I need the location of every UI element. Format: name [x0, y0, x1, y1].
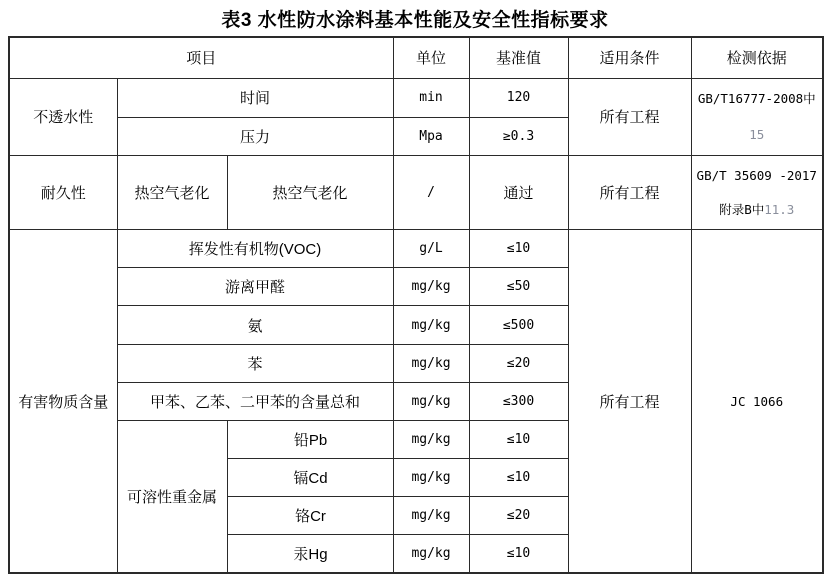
item-name-cell: 镉Cd [227, 459, 393, 497]
item-name-cell: 汞Hg [227, 535, 393, 573]
header-baseline: 基准值 [469, 37, 568, 78]
unit-cell: mg/kg [393, 497, 469, 535]
subcategory-cell: 热空气老化 [117, 155, 227, 229]
baseline-value-cell: ≤300 [469, 382, 568, 420]
baseline-value-cell: ≤20 [469, 344, 568, 382]
basis-line2: 15 [749, 127, 765, 143]
header-unit: 单位 [393, 37, 469, 78]
condition-cell: 所有工程 [568, 230, 691, 573]
table-row [9, 230, 823, 268]
unit-cell: / [393, 155, 469, 229]
item-name-cell: 甲苯、乙苯、二甲苯的含量总和 [117, 382, 393, 420]
baseline-value-cell: ≤50 [469, 268, 568, 306]
baseline-value-cell: ≤10 [469, 459, 568, 497]
baseline-value-cell: ≤20 [469, 497, 568, 535]
unit-cell: mg/kg [393, 268, 469, 306]
basis-line2: 附录B中11.3 [719, 202, 795, 218]
item-name-cell: 游离甲醛 [117, 268, 393, 306]
basis-line1: GB/T 35609 -2017 [696, 167, 817, 183]
item-name-cell: 时间 [117, 78, 393, 117]
baseline-value-cell: ≤10 [469, 420, 568, 458]
item-name-cell: 苯 [117, 344, 393, 382]
item-name-cell: 铬Cr [227, 497, 393, 535]
unit-cell: g/L [393, 230, 469, 268]
unit-cell: min [393, 78, 469, 117]
baseline-value-cell: 120 [469, 78, 568, 117]
subgroup-cell-soluble-heavy-metals: 可溶性重金属 [117, 420, 227, 573]
category-cell-durability: 耐久性 [9, 155, 117, 229]
item-name-cell: 挥发性有机物(VOC) [117, 230, 393, 268]
item-name-cell: 铅Pb [227, 420, 393, 458]
baseline-value-cell: ≤10 [469, 535, 568, 573]
basis-lines [692, 79, 823, 155]
header-item: 项目 [9, 37, 393, 78]
header-row [9, 37, 823, 78]
baseline-value-cell: ≤500 [469, 306, 568, 344]
table-row [9, 78, 823, 117]
unit-cell: mg/kg [393, 420, 469, 458]
page-title: 表3 水性防水涂料基本性能及安全性指标要求 [221, 10, 609, 31]
unit-cell: mg/kg [393, 535, 469, 573]
basis-lines [692, 156, 823, 229]
category-cell-impermeability: 不透水性 [9, 78, 117, 155]
unit-cell: mg/kg [393, 306, 469, 344]
item-name-cell: 氨 [117, 306, 393, 344]
spec-table [8, 36, 824, 574]
baseline-value-cell: 通过 [469, 155, 568, 229]
basis-cell: JC 1066 [691, 230, 823, 573]
unit-cell: mg/kg [393, 382, 469, 420]
item-name-cell: 压力 [117, 117, 393, 155]
basis-cell [691, 78, 823, 155]
condition-cell: 所有工程 [568, 78, 691, 155]
item-name-cell: 热空气老化 [227, 155, 393, 229]
condition-cell: 所有工程 [568, 155, 691, 229]
unit-cell: mg/kg [393, 459, 469, 497]
table-row [9, 155, 823, 229]
header-basis: 检测依据 [691, 37, 823, 78]
basis-cell [691, 155, 823, 229]
baseline-value-cell: ≤10 [469, 230, 568, 268]
baseline-value-cell: ≥0.3 [469, 117, 568, 155]
basis-line1: GB/T16777-2008中 [697, 91, 816, 107]
unit-cell: Mpa [393, 117, 469, 155]
header-condition: 适用条件 [568, 37, 691, 78]
unit-cell: mg/kg [393, 344, 469, 382]
category-cell-hazardous: 有害物质含量 [9, 230, 117, 573]
